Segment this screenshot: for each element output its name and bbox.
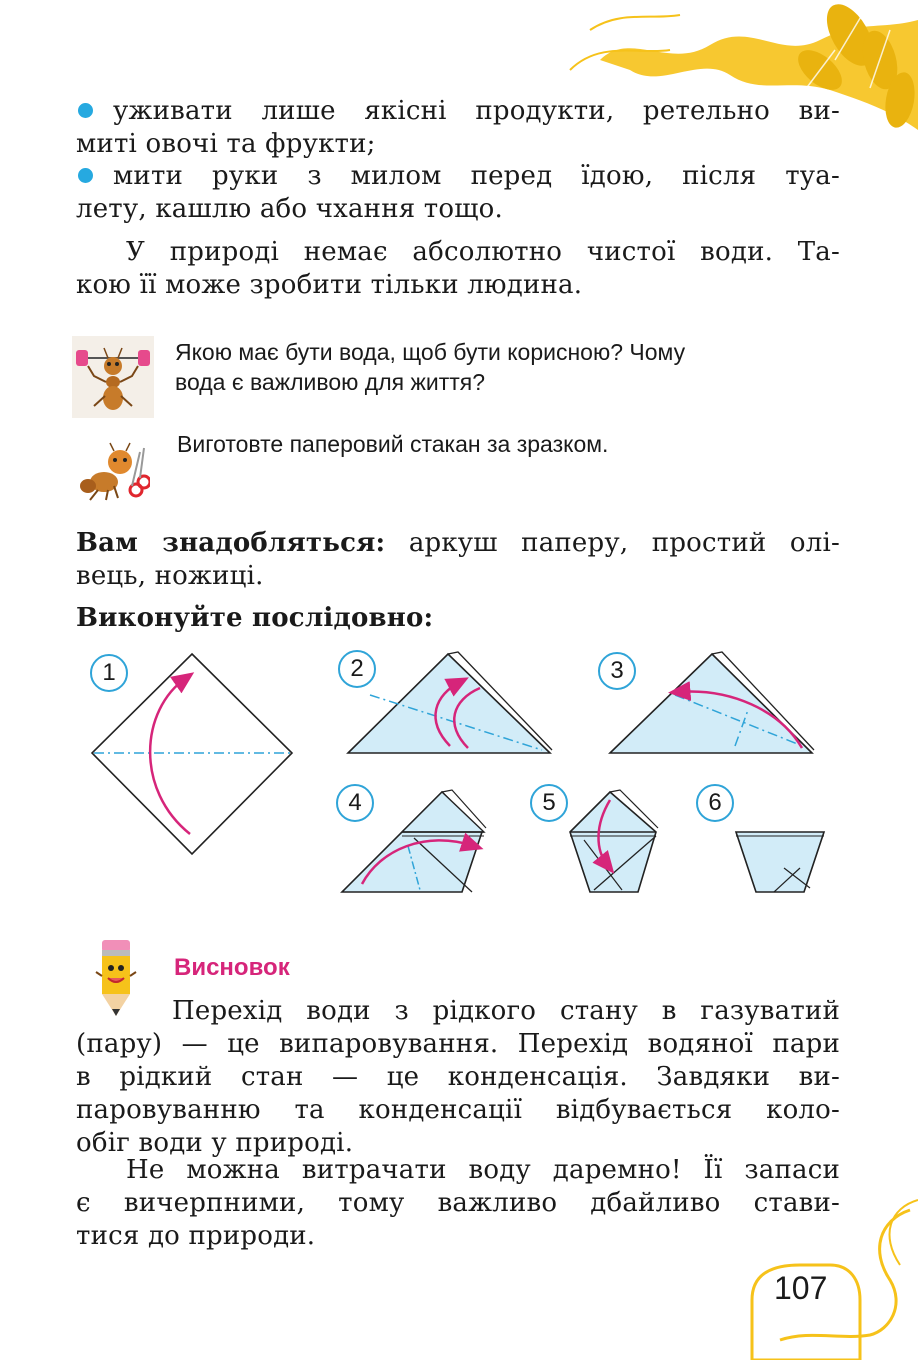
step-number: 6 [696,784,734,822]
question-text: Якою має бути вода, щоб бути корисною? Чому [175,339,686,365]
step-number: 4 [336,784,374,822]
task-text: Виготовте паперовий стакан за зразком. [177,431,609,457]
step-number: 5 [530,784,568,822]
bullet-dot-icon [78,168,93,183]
conclusion-text: (пару) — це випаровування. Перехід водяної пари [76,1029,840,1059]
ant-scissors-icon [78,442,150,502]
page-corner-decoration [740,1180,918,1360]
page-number: 107 [774,1270,828,1306]
conclusion-title: Висновок [174,954,290,981]
origami-steps-diagram [80,640,840,900]
materials-line [76,527,840,560]
bullet-text: уживати лише якісні продукти, ретельно ви- [113,96,840,126]
bullet-dot-icon [78,103,93,118]
paragraph-text: У природі немає абсолютно чистої води. Та- [126,237,840,267]
steps-title: Виконуйте послідовно: [76,603,434,633]
materials-label: Вам знадобляться: [76,528,386,558]
conclusion-text: паровуванню та конденсації відбувається коло- [76,1095,840,1125]
bullet-text: мити руки з милом перед їдою, після туа- [113,161,840,191]
ant-dumbbell-icon [72,336,154,418]
materials-text: аркуш паперу, простий олі- [408,528,840,558]
question-text: вода є важливою для життя? [175,369,486,395]
paragraph-text: кою її може зробити тільки людина. [76,270,583,300]
conclusion-text: Не можна витрачати воду даремно! Її запаси [126,1155,840,1185]
pencil-mascot-icon [90,936,142,1020]
conclusion-text: обіг води у природі. [76,1128,354,1158]
conclusion-text: є вичерпними, тому важливо дбайливо стави- [76,1188,840,1218]
materials-text: вець, ножиці. [76,561,264,591]
step-number: 2 [338,650,376,688]
bullet-text: миті овочі та фрукти; [76,129,376,159]
step-number: 3 [598,652,636,690]
conclusion-text: Перехід води з рідкого стану в газуватий [172,996,840,1026]
conclusion-text: тися до природи. [76,1221,316,1251]
step-number: 1 [90,654,128,692]
bullet-text: лету, кашлю або чхання тощо. [76,194,503,224]
conclusion-text: в рідкий стан — це конденсація. Завдяки ви- [76,1062,840,1092]
